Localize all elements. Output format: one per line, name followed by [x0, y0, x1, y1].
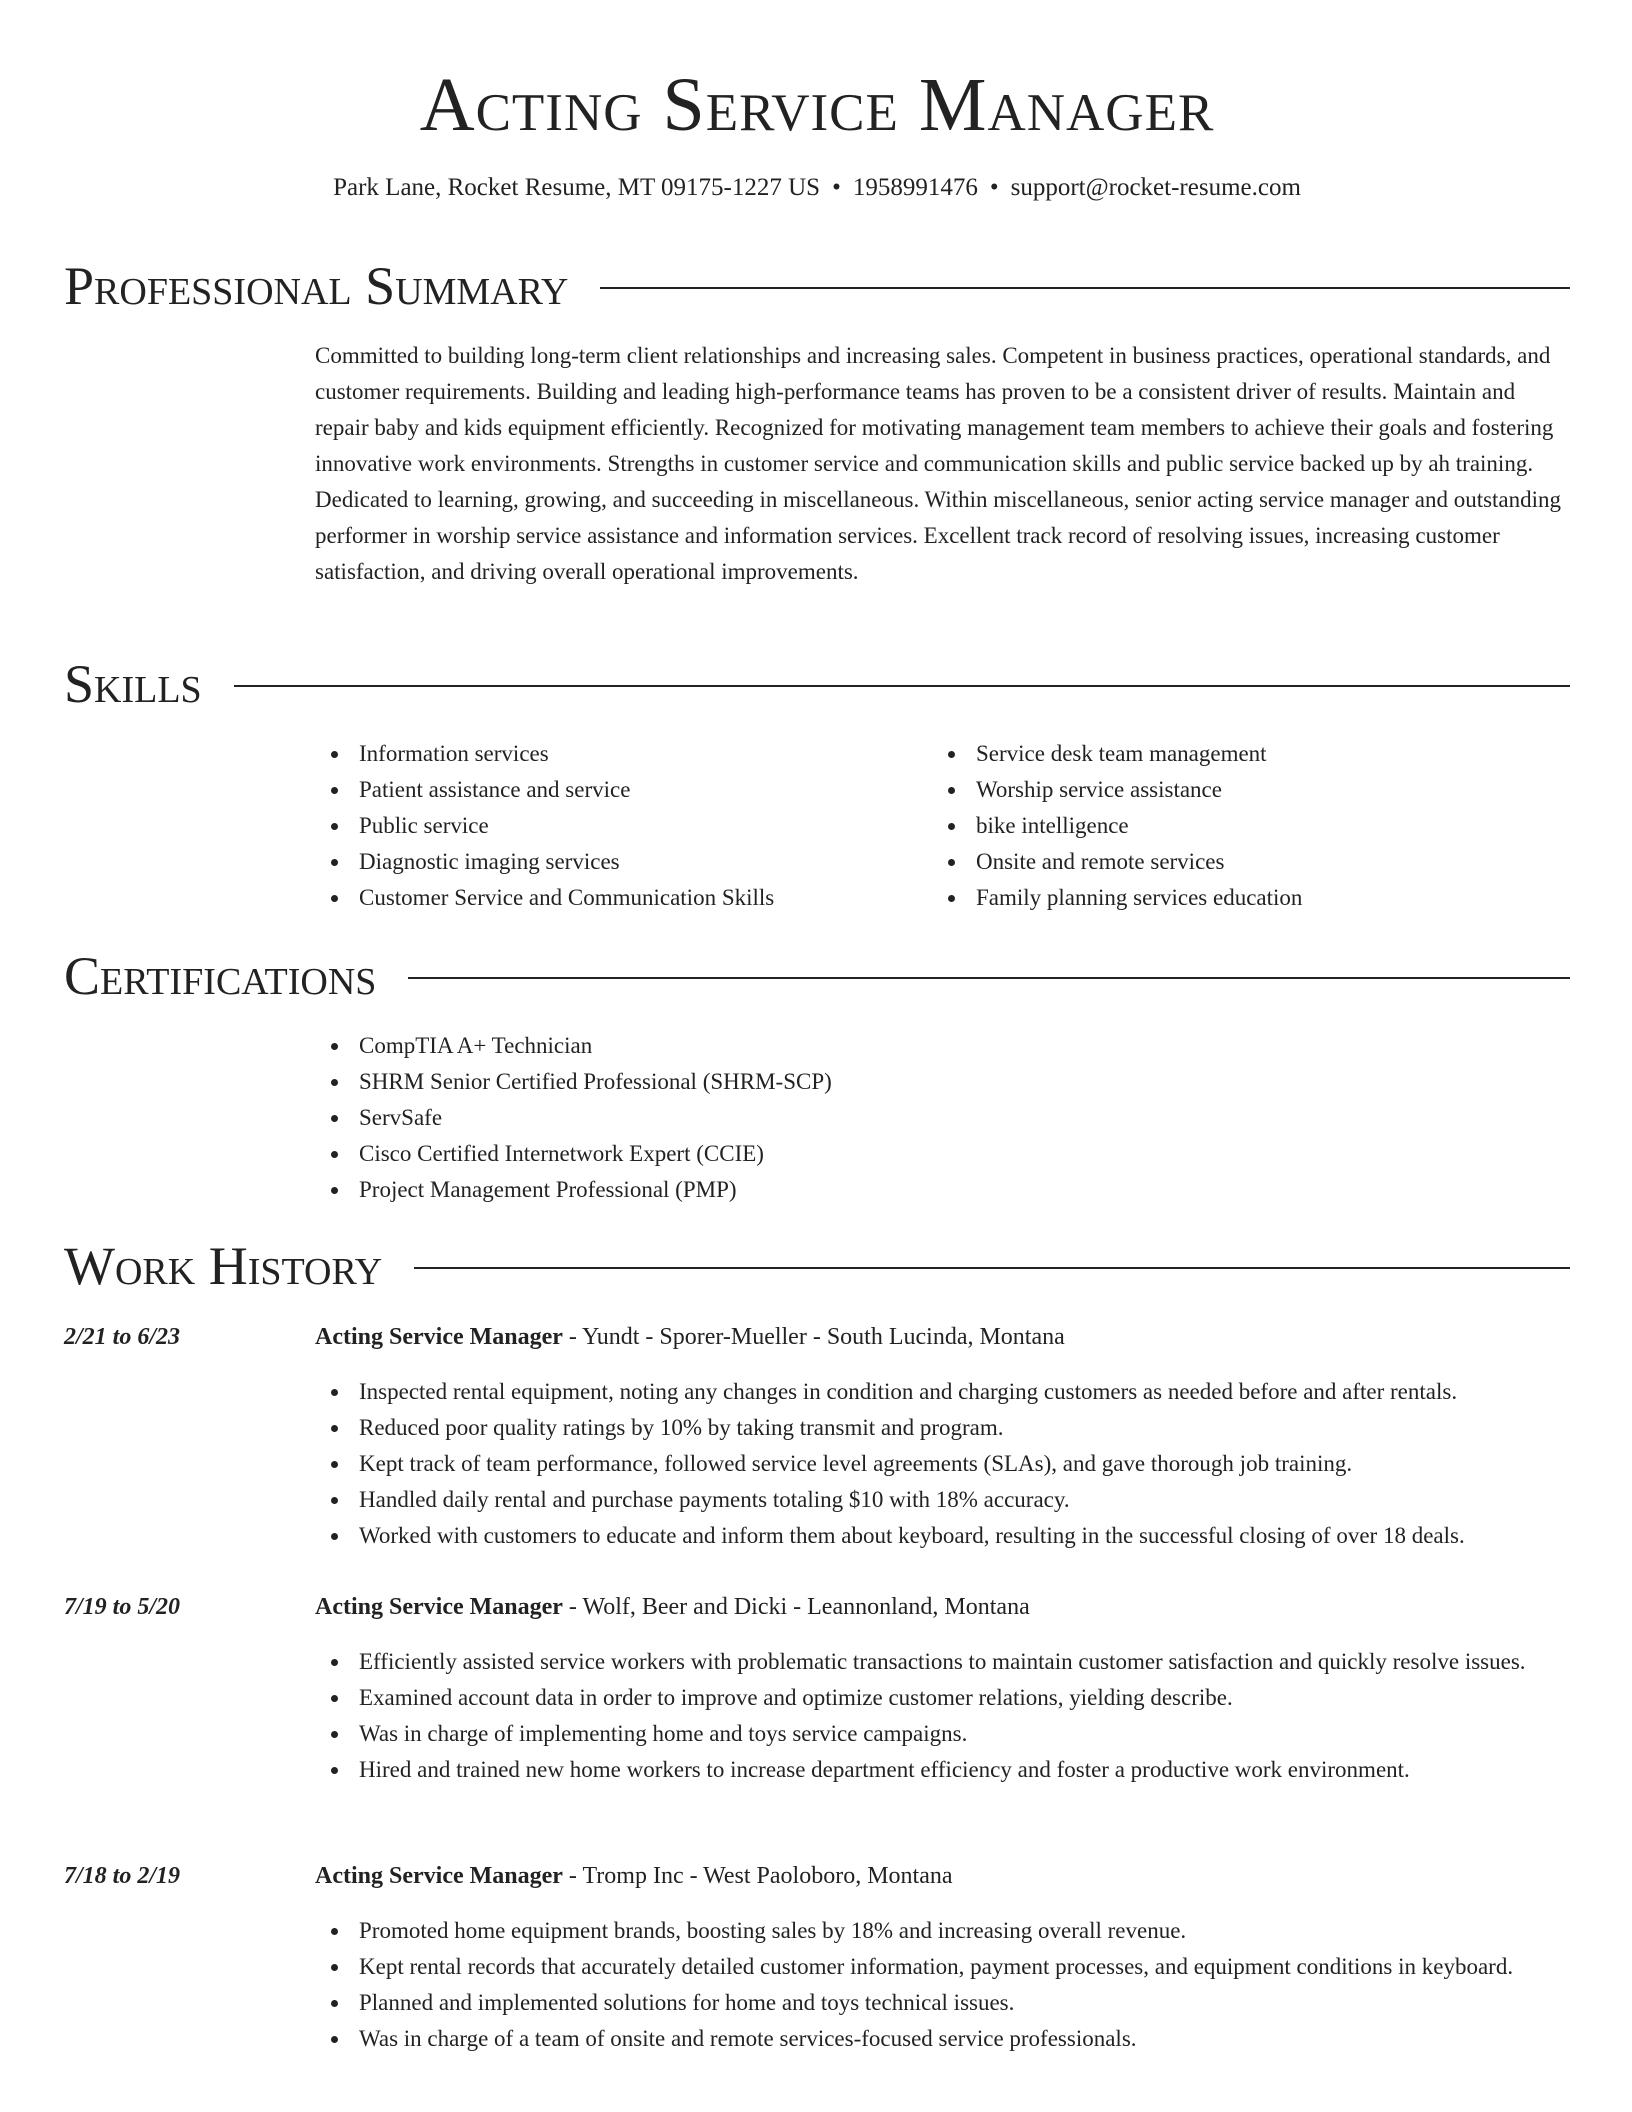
job-employer: - Wolf, Beer and Dicki - Leannonland, Montana [562, 1594, 1030, 1620]
certification-item: SHRM Senior Certified Professional (SHRM-SCP) [315, 1064, 1570, 1100]
certification-item: Cisco Certified Internetwork Expert (CCIE) [315, 1136, 1570, 1172]
skill-item: Worship service assistance [932, 772, 1549, 808]
contact-separator: • [989, 174, 999, 201]
contact-line [64, 172, 1570, 204]
candidate-name: Acting Service Manager [419, 63, 1215, 147]
contact-email[interactable]: support@rocket-resume.com [1010, 174, 1301, 201]
resume-page [64, 0, 1570, 2051]
job-bullets [315, 1644, 1570, 1788]
contact-phone: 1958991476 [852, 174, 978, 201]
skill-item: Onsite and remote services [932, 844, 1549, 880]
skill-item: Family planning services education [932, 880, 1549, 916]
job-bullet: Was in charge of implementing home and toys service campaigns. [315, 1716, 1570, 1752]
skill-item: Information services [315, 736, 932, 772]
job-bullet: Handled daily rental and purchase payments totaling $10 with 18% accuracy. [315, 1482, 1570, 1518]
job-bullet: Efficiently assisted service workers with problematic transactions to maintain customer satisfaction and quickly resolve issues. [315, 1644, 1570, 1680]
certification-item: ServSafe [315, 1100, 1570, 1136]
certifications-list [315, 1028, 1570, 1208]
job-bullet: Inspected rental equipment, noting any changes in condition and charging customers as needed before and after rentals. [315, 1374, 1570, 1410]
certification-item: Project Management Professional (PMP) [315, 1172, 1570, 1208]
job-bullets [315, 1374, 1570, 1554]
job-bullet: Kept track of team performance, followed service level agreements (SLAs), and gave thorough job training. [315, 1446, 1570, 1482]
job-bullet: Reduced poor quality ratings by 10% by taking transmit and program. [315, 1410, 1570, 1446]
certifications-heading: Certifications [64, 946, 377, 1006]
summary-heading: Professional Summary [64, 256, 569, 316]
certifications-body [315, 1028, 1570, 1208]
skill-item: Customer Service and Communication Skills [315, 880, 932, 916]
skill-item: Public service [315, 808, 932, 844]
section-divider [414, 1267, 1570, 1269]
skills-heading: Skills [64, 654, 202, 714]
work-history-heading: Work History [64, 1236, 383, 1296]
job-bullet: Worked with customers to educate and inform them about keyboard, resulting in the successful closing of over 18 deals. [315, 1518, 1570, 1554]
job-employer: - Tromp Inc - West Paoloboro, Montana [562, 1863, 953, 1889]
certification-item: CompTIA A+ Technician [315, 1028, 1570, 1064]
job-role: Acting Service Manager [315, 1863, 563, 1889]
job-bullet: Promoted home equipment brands, boosting sales by 18% and increasing overall revenue. [315, 1913, 1570, 1949]
skill-item: bike intelligence [932, 808, 1549, 844]
job-bullet: Planned and implemented solutions for home and toys technical issues. [315, 1985, 1570, 2021]
job-bullet: Examined account data in order to improve and optimize customer relations, yielding describe. [315, 1680, 1570, 1716]
work-history-section-header [64, 1236, 1570, 1296]
summary-text: Committed to building long-term client relationships and increasing sales. Competent in business practices, operational standards, and customer requirements. Building and leading high-performance teams has proven to be a consistent driver of results. Maintain and repair baby and kids equipment efficiently. Recognized for motivating management team members to achieve their goals and fostering innovative work environments. Strengths in customer service and communication skills and public service backed up by ah training. Dedicated to learning, growing, and succeeding in miscellaneous. Within miscellaneous, senior acting service manager and outstanding performer in worship service assistance and information services. Excellent track record of resolving issues, increasing customer satisfaction, and driving overall operational improvements. [315, 343, 1562, 584]
skill-item: Patient assistance and service [315, 772, 932, 808]
job-bullet: Hired and trained new home workers to increase department efficiency and foster a productive work environment. [315, 1752, 1570, 1788]
job-bullet: Kept rental records that accurately detailed customer information, payment processes, and equipment conditions in keyboard. [315, 1949, 1570, 1985]
job-role: Acting Service Manager [315, 1594, 563, 1620]
skill-item: Diagnostic imaging services [315, 844, 932, 880]
skills-section-header [64, 654, 1570, 714]
job-bullet: Was in charge of a team of onsite and remote services-focused service professionals. [315, 2021, 1570, 2057]
section-divider [408, 977, 1570, 979]
skills-left-list [315, 736, 932, 916]
skills-body [315, 736, 1570, 916]
job-title-line [315, 1591, 1030, 1623]
section-divider [600, 287, 1570, 289]
job-dates: 7/18 to 2/19 [64, 1863, 181, 1889]
summary-body [315, 338, 1570, 590]
job-dates: 2/21 to 6/23 [64, 1324, 181, 1350]
section-divider [234, 685, 1570, 687]
job-title-line [315, 1860, 953, 1892]
contact-separator: • [832, 174, 841, 201]
skill-item: Service desk team management [932, 736, 1549, 772]
job-dates: 7/19 to 5/20 [64, 1594, 181, 1620]
summary-section-header [64, 256, 1570, 316]
job-title-line [315, 1321, 1065, 1353]
skills-grid [315, 736, 1570, 916]
contact-address: Park Lane, Rocket Resume, MT 09175-1227 US [333, 174, 821, 201]
job-bullets [315, 1913, 1570, 2057]
certifications-section-header [64, 946, 1570, 1006]
skills-right-list [932, 736, 1549, 916]
job-employer: - Yundt - Sporer-Mueller - South Lucinda, Montana [562, 1324, 1065, 1350]
job-role: Acting Service Manager [315, 1324, 563, 1350]
